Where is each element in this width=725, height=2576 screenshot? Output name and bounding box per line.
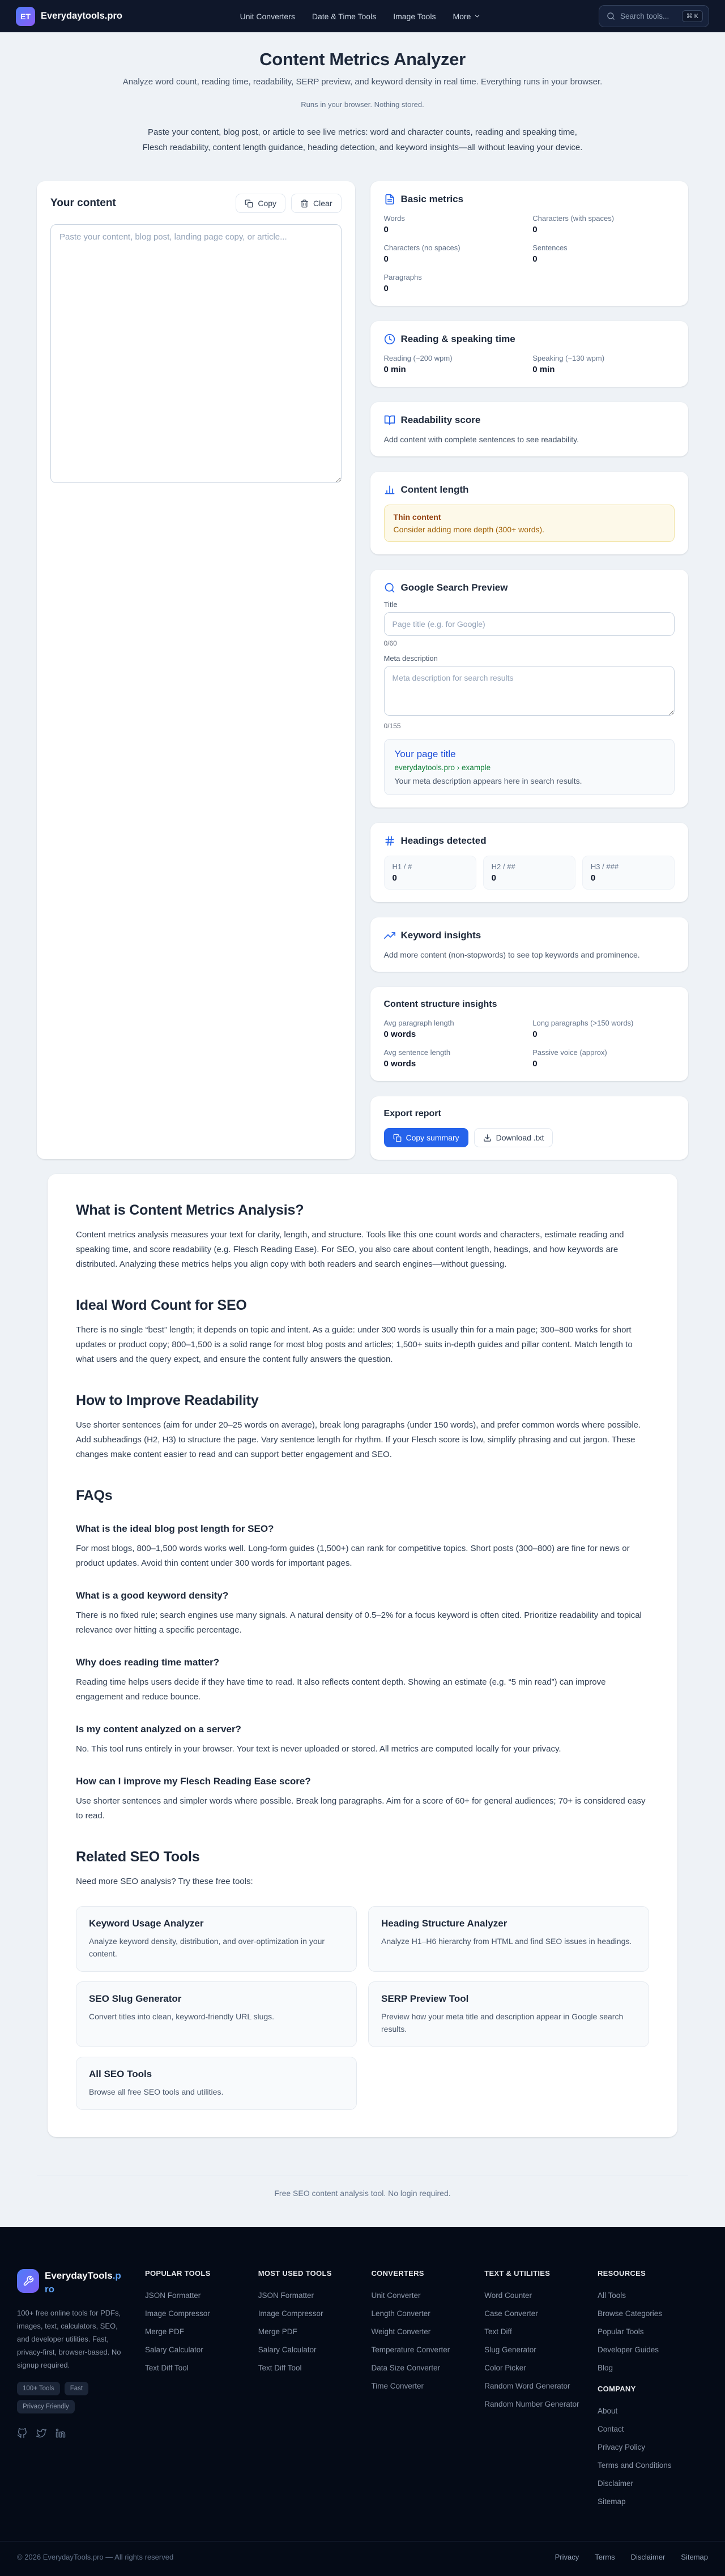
search-shortcut: ⌘ K	[682, 10, 703, 22]
footer-link[interactable]: Blog	[597, 2364, 613, 2372]
footer-link[interactable]: Length Converter	[371, 2309, 430, 2318]
tool-description: Preview how your meta title and description appear in Google search results.	[381, 2012, 624, 2034]
nav-item-date-time-tools[interactable]	[312, 12, 376, 21]
structure-insights-card	[370, 987, 689, 1081]
page-description: Paste your content, blog post, or article to see live metrics: word and character counts, reading and speaking time, Flesch readability, content length guidance, heading detection, and keyword insights—all without leaving your device.	[142, 127, 583, 152]
footer-link[interactable]: Temperature Converter	[371, 2346, 450, 2354]
warning-body: Consider adding more depth (300+ words).	[393, 525, 545, 534]
article-heading-readability: How to Improve Readability	[76, 1392, 259, 1408]
brand-logo	[16, 7, 35, 26]
main-nav	[240, 12, 481, 21]
footer-link-sitemap[interactable]: Sitemap	[681, 2553, 708, 2561]
footer-column-heading: POPULAR TOOLS	[145, 2269, 211, 2278]
footer-link-terms[interactable]: Terms	[595, 2553, 615, 2561]
nav-label: Unit Converters	[240, 11, 295, 21]
footer-link[interactable]: Browse Categories	[597, 2309, 663, 2318]
article-paragraph: Content metrics analysis measures your text for clarity, length, and structure. Tools like this one count words and characters, estimate reading and speaking time, and score readability (e.g. Flesch Reading Ease). For SEO, you also care about content length, headings, and how keywords are distributed. Analyzing these metrics helps you align copy with both readers and search engines—without guessing.	[76, 1230, 624, 1269]
serp-preview-description: Your meta description appears here in search results.	[394, 776, 582, 785]
serp-title-label: Title	[383, 600, 398, 609]
footer-link[interactable]: Merge PDF	[258, 2327, 297, 2336]
tool-description: Analyze H1–H6 hierarchy from HTML and find SEO issues in headings.	[381, 1937, 632, 1946]
metric-passive-voice: Passive voice (approx) 0	[532, 1048, 607, 1069]
faq-answer: Use shorter sentences and simpler words where possible. Break long paragraphs. Aim for a score of 60+ for general audiences; 70+ is considered easy to read.	[76, 1796, 646, 1821]
chevron-down-icon	[474, 12, 481, 20]
content-input[interactable]	[50, 224, 342, 483]
brand-logo-text: ET	[20, 11, 31, 21]
copy-button[interactable]	[236, 194, 285, 213]
related-tools-grid	[76, 1906, 649, 2110]
footer-column-converters	[371, 2269, 476, 2541]
metric-words: Words 0	[383, 214, 405, 234]
tool-card-seo-slug-generator[interactable]	[76, 1981, 357, 2047]
keywords-empty-state: Add more content (non-stopwords) to see top keywords and prominence.	[383, 950, 640, 959]
tool-card-keyword-usage-analyzer[interactable]	[76, 1906, 357, 1972]
linkedin-icon[interactable]	[56, 2428, 66, 2438]
faq-question: What is the ideal blog post length for SEO?	[76, 1523, 274, 1534]
footer-link-privacy[interactable]: Privacy	[555, 2553, 579, 2561]
card-title: Content length	[400, 484, 469, 495]
copy-summary-label: Copy summary	[406, 1133, 459, 1142]
social-links	[17, 2428, 137, 2438]
tool-description: Convert titles into clean, keyword-friendly URL slugs.	[89, 2012, 275, 2021]
serp-preview-title: Your page title	[394, 749, 456, 759]
privacy-note: Runs in your browser. Nothing stored.	[301, 100, 424, 109]
serp-meta-label: Meta description	[383, 654, 438, 663]
footer-link[interactable]: Disclaimer	[597, 2479, 633, 2488]
search-icon	[607, 12, 615, 20]
footer-link[interactable]: Salary Calculator	[258, 2346, 317, 2354]
footer-column-heading: CONVERTERS	[371, 2269, 424, 2278]
footer-link[interactable]: JSON Formatter	[145, 2291, 201, 2300]
footer-link[interactable]: Contact	[597, 2425, 624, 2433]
footer-link-disclaimer[interactable]: Disclaimer	[630, 2553, 666, 2561]
serp-meta-counter: 0/155	[383, 722, 401, 730]
footer-link[interactable]: Sitemap	[597, 2497, 626, 2506]
serp-preview-url: everydaytools.pro › example	[394, 763, 491, 772]
seo-article	[48, 1174, 677, 2137]
footer-link[interactable]: Text Diff	[484, 2327, 512, 2336]
faq-heading: FAQs	[76, 1488, 113, 1503]
card-title: Basic metrics	[400, 194, 464, 204]
related-tools-heading: Related SEO Tools	[76, 1849, 200, 1865]
trash-icon	[300, 199, 309, 208]
nav-label: Date & Time Tools	[312, 11, 377, 21]
metric-speaking-time: Speaking (~130 wpm) 0 min	[532, 354, 605, 374]
bar-chart-icon	[384, 484, 395, 495]
footer-link[interactable]: Image Compressor	[258, 2309, 323, 2318]
tool-title: Heading Structure Analyzer	[381, 1918, 508, 1929]
download-txt-label: Download .txt	[496, 1133, 544, 1142]
footer-bottom-bar	[0, 2541, 725, 2576]
copy-icon	[245, 199, 253, 208]
card-title: Readability score	[400, 415, 481, 425]
footer-column-heading: COMPANY	[597, 2385, 636, 2393]
footer-link[interactable]: Image Compressor	[145, 2309, 210, 2318]
search-placeholder: Search tools...	[620, 12, 669, 20]
article-heading-word-count: Ideal Word Count for SEO	[76, 1297, 247, 1313]
copy-summary-button[interactable]	[384, 1128, 468, 1147]
tool-title: SERP Preview Tool	[381, 1993, 469, 2004]
footer-link[interactable]: All Tools	[597, 2291, 626, 2300]
github-icon[interactable]	[17, 2428, 27, 2438]
article-paragraph: Use shorter sentences (aim for under 20–25 words on average), break long paragraphs (under 150 words), and prefer common words where possible. Add subheadings (H2, H3) to structure the page. Vary sentence length for rhythm. If your Flesch score is low, simplify phrasing and cut jargon. These changes make content easier to read and can support better engagement and SEO.	[76, 1420, 641, 1459]
footer-link[interactable]: Terms and Conditions	[597, 2461, 672, 2470]
faq-question: How can I improve my Flesch Reading Ease score?	[76, 1776, 311, 1787]
faq-answer: No. This tool runs entirely in your browser. Your text is never uploaded or stored. All metrics are computed locally for your privacy.	[76, 1744, 561, 1754]
footer-link[interactable]: Slug Generator	[484, 2346, 536, 2354]
tool-card-heading-structure-analyzer[interactable]	[368, 1906, 649, 1972]
footer-bottom-links	[555, 2553, 708, 2561]
footer-column-most-used-tools	[258, 2269, 364, 2541]
site-header	[0, 0, 725, 32]
wrench-icon	[23, 2275, 34, 2287]
footer-logo	[17, 2269, 39, 2293]
footer-link[interactable]: Popular Tools	[597, 2327, 644, 2336]
page-title: Content Metrics Analyzer	[259, 49, 466, 69]
h3-count-box: H3 / ### 0	[582, 856, 675, 890]
h1-count-box: H1 / # 0	[384, 856, 476, 890]
readability-card	[370, 402, 689, 456]
keyword-insights-card	[370, 917, 689, 972]
footer-link[interactable]: Time Converter	[371, 2382, 424, 2390]
nav-item-image-tools[interactable]	[393, 12, 436, 21]
metric-long-paragraphs: Long paragraphs (>150 words) 0	[532, 1019, 634, 1039]
search-box[interactable]	[599, 5, 709, 27]
faq-answer: Reading time helps users decide if they have time to read. It also reflects content depth. Showing an estimate (e.g. “5 min read”) can improve engagement and reduce bounce.	[76, 1677, 606, 1702]
clock-icon	[384, 334, 395, 345]
hero	[0, 32, 725, 181]
headings-detected-card	[370, 823, 689, 902]
search-icon	[384, 582, 395, 593]
footer-column-popular-tools	[145, 2269, 250, 2541]
metric-avg-paragraph-length: Avg paragraph length 0 words	[383, 1019, 454, 1039]
site-footer	[0, 2227, 725, 2576]
tool-title: Keyword Usage Analyzer	[89, 1918, 204, 1929]
footer-link[interactable]: Weight Converter	[371, 2327, 431, 2336]
footer-brand-column	[17, 2269, 137, 2541]
brand-name: Everydaytools.pro	[41, 11, 122, 21]
footer-link[interactable]: Color Picker	[484, 2364, 526, 2372]
faq-question: What is a good keyword density?	[76, 1590, 229, 1601]
clear-label: Clear	[313, 199, 332, 208]
footer-column-text-utilities	[484, 2269, 590, 2541]
nav-item-more[interactable]	[453, 12, 481, 21]
footer-link[interactable]: About	[597, 2407, 618, 2415]
footer-link[interactable]: Case Converter	[484, 2309, 538, 2318]
badge-privacy: Privacy Friendly	[17, 2400, 75, 2413]
card-title: Google Search Preview	[400, 582, 508, 593]
export-report-card	[370, 1096, 689, 1160]
warning-title: Thin content	[393, 512, 441, 522]
footer-column-resources	[598, 2269, 708, 2541]
metrics-column	[370, 181, 689, 1160]
faq-question: Why does reading time matter?	[76, 1657, 220, 1668]
document-icon	[384, 194, 395, 205]
faq-answer: There is no fixed rule; search engines use many signals. A natural density of 0.5–2% for a focus keyword is often cited. Prioritize readability and topical relevance over hitting a specific percentage.	[76, 1610, 642, 1635]
serp-title-counter: 0/60	[383, 639, 397, 647]
footer-link[interactable]: Salary Calculator	[145, 2346, 203, 2354]
serp-meta-input[interactable]	[384, 666, 675, 716]
twitter-icon[interactable]	[36, 2428, 46, 2438]
clear-button[interactable]	[291, 194, 341, 213]
footer-link[interactable]: Data Size Converter	[371, 2364, 441, 2372]
brand[interactable]	[16, 7, 122, 26]
footer-column-heading: TEXT & UTILITIES	[484, 2269, 551, 2278]
article-heading-what-is: What is Content Metrics Analysis?	[76, 1202, 304, 1218]
h2-count-box: H2 / ## 0	[483, 856, 575, 890]
footer-description: 100+ free online tools for PDFs, images, text, calculators, SEO, and developer utilities. Fast, privacy-first, browser-based. No signup required.	[17, 2309, 121, 2369]
footer-brand-name: EverydayTools.pro	[45, 2270, 121, 2295]
footer-column-heading: RESOURCES	[597, 2269, 646, 2278]
trending-up-icon	[384, 930, 395, 941]
footer-link[interactable]: JSON Formatter	[258, 2291, 314, 2300]
copyright: © 2026 EverydayTools.pro — All rights reserved	[17, 2553, 174, 2561]
footer-link[interactable]: Text Diff Tool	[258, 2364, 302, 2372]
card-title: Reading & speaking time	[400, 334, 515, 344]
main-grid	[37, 181, 688, 1160]
card-title: Headings detected	[400, 835, 487, 846]
book-open-icon	[384, 415, 395, 426]
footer-link[interactable]: Text Diff Tool	[145, 2364, 189, 2372]
content-length-card	[370, 472, 689, 554]
tool-title: All SEO Tools	[89, 2069, 152, 2079]
footer-link[interactable]: Unit Converter	[371, 2291, 421, 2300]
card-title: Content structure insights	[383, 999, 497, 1009]
footer-link[interactable]: Random Word Generator	[484, 2382, 570, 2390]
metric-avg-sentence-length: Avg sentence length 0 words	[383, 1048, 451, 1069]
related-tools-intro: Need more SEO analysis? Try these free tools:	[76, 1877, 253, 1886]
article-paragraph: There is no single “best” length; it depends on topic and intent. As a guide: under 300 words is usually thin for a main page; 300–800 works for short updates or product copy; 800–1,500 is a solid range for most blog posts and articles; 1,500+ suits in-depth guides and pillar content. Match length to what users and the query expect, and ensure the content fully answers the question.	[76, 1325, 633, 1364]
badge-tools-count: 100+ Tools	[17, 2382, 60, 2395]
card-title: Keyword insights	[400, 930, 481, 941]
tool-description: Analyze keyword density, distribution, and over-optimization in your content.	[89, 1937, 325, 1958]
metric-reading-time: Reading (~200 wpm) 0 min	[383, 354, 453, 374]
tool-description: Browse all free SEO tools and utilities.	[89, 2087, 224, 2096]
readability-empty-state: Add content with complete sentences to see readability.	[383, 435, 579, 444]
nav-item-unit-converters[interactable]	[240, 12, 295, 21]
tool-title: SEO Slug Generator	[89, 1993, 182, 2004]
metric-chars-with-spaces: Characters (with spaces) 0	[532, 214, 615, 234]
copy-label: Copy	[258, 199, 277, 208]
metric-paragraphs: Paragraphs 0	[383, 273, 422, 293]
tool-card-serp-preview-tool[interactable]	[368, 1981, 649, 2047]
metric-sentences: Sentences 0	[532, 243, 568, 264]
serp-title-input[interactable]	[384, 612, 675, 636]
card-title: Export report	[383, 1109, 441, 1118]
footer-link[interactable]: Privacy Policy	[597, 2443, 645, 2451]
copy-icon	[393, 1134, 402, 1142]
footer-link[interactable]: Merge PDF	[145, 2327, 185, 2336]
footer-link[interactable]: Developer Guides	[597, 2346, 659, 2354]
nav-label: Image Tools	[393, 11, 436, 21]
footer-badges	[17, 2382, 125, 2413]
faq-question: Is my content analyzed on a server?	[76, 1724, 241, 1735]
content-editor-card	[37, 181, 355, 1159]
thin-content-warning	[384, 505, 675, 542]
footer-column-company	[598, 2385, 708, 2506]
hash-icon	[384, 835, 395, 847]
serp-result-preview	[384, 739, 675, 795]
footer-link[interactable]: Random Number Generator	[484, 2400, 579, 2408]
badge-fast: Fast	[65, 2382, 88, 2395]
download-txt-button[interactable]	[474, 1128, 553, 1147]
footer-tagline: Free SEO content analysis tool. No login required.	[274, 2189, 451, 2198]
faq-answer: For most blogs, 800–1,500 words works well. Long-form guides (1,500+) can rank for competitive topics. Short posts (300–800) are fine for news or product updates. Avoid thin content under 300 words for important pages.	[76, 1544, 630, 1568]
metric-chars-no-spaces: Characters (no spaces) 0	[383, 243, 460, 264]
reading-time-card	[370, 321, 689, 387]
basic-metrics-card	[370, 181, 689, 306]
download-icon	[483, 1134, 492, 1142]
footer-column-heading: MOST USED TOOLS	[258, 2269, 332, 2278]
serp-preview-card	[370, 570, 689, 808]
page-subtitle: Analyze word count, reading time, readability, SERP preview, and keyword density in real time. Everything runs in your browser.	[122, 77, 603, 87]
footer-link[interactable]: Word Counter	[484, 2291, 532, 2300]
editor-title: Your content	[50, 197, 116, 209]
tool-card-all-seo-tools[interactable]	[76, 2057, 357, 2110]
nav-label: More	[453, 11, 471, 21]
